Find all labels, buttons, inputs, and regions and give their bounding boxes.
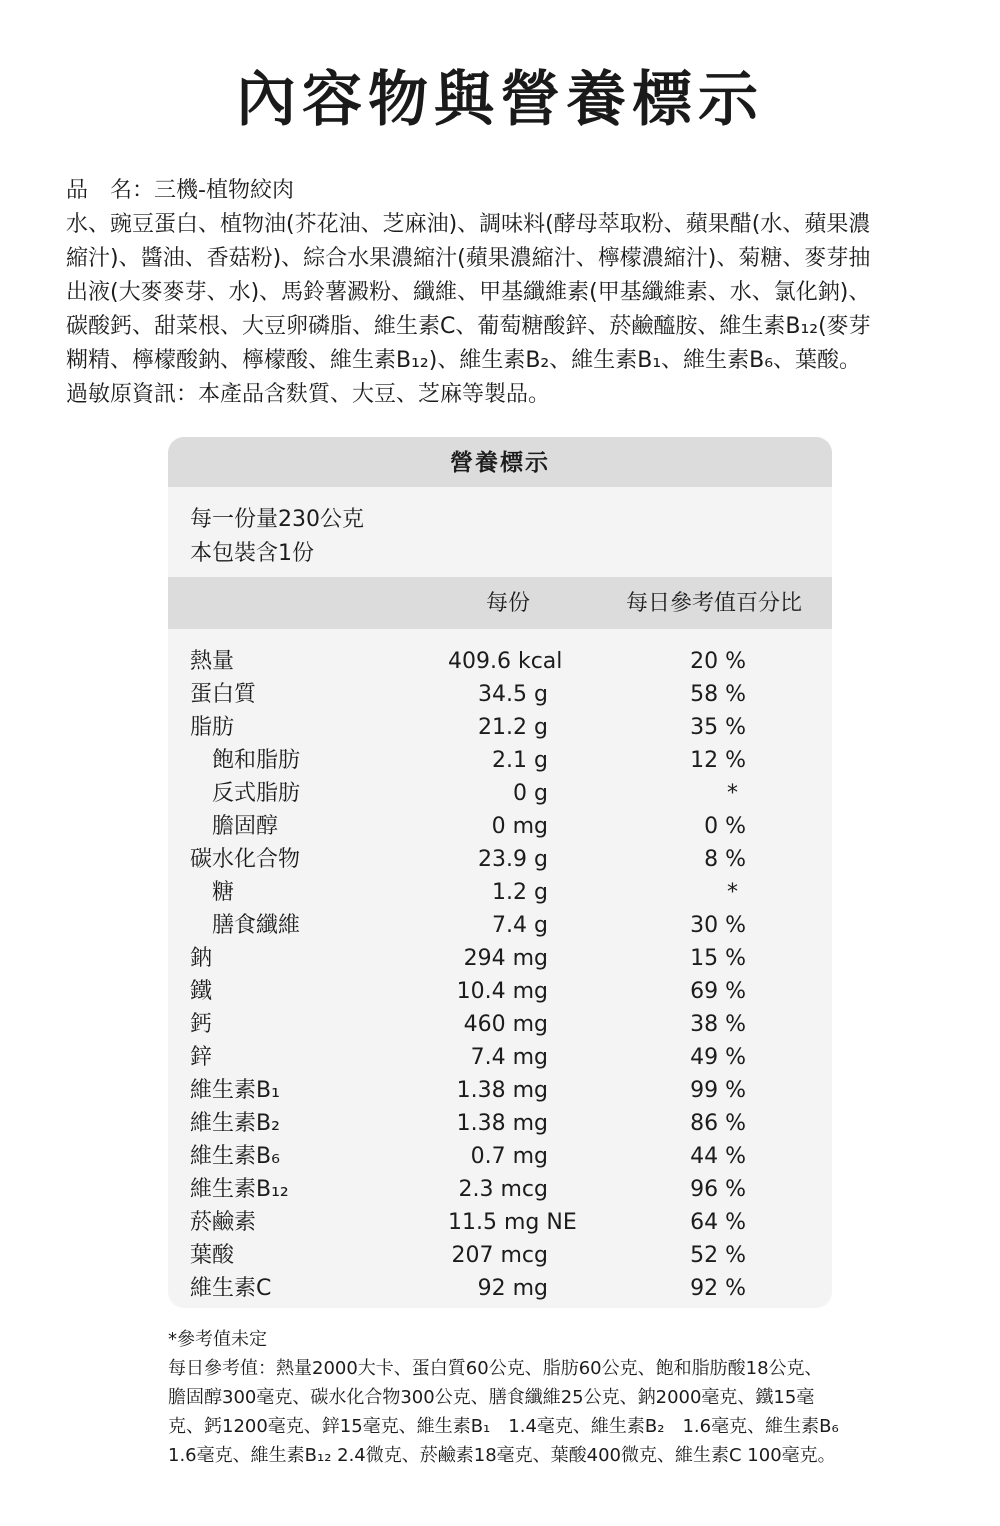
nutrient-row: [168, 843, 832, 876]
nutrient-daily-pct: 8 %: [704, 847, 746, 872]
nutrient-daily-pct: 64 %: [690, 1210, 746, 1235]
nutrient-row: [168, 711, 832, 744]
nutrient-daily-pct: 49 %: [690, 1045, 746, 1070]
nutrient-row: [168, 777, 832, 810]
page-title: 內容物與營養標示: [236, 65, 764, 135]
nutrient-row: [168, 975, 832, 1008]
nutrient-row: [168, 645, 832, 678]
nutrient-daily-pct: *: [727, 880, 738, 905]
nutrient-amount: 23.9 g: [478, 847, 548, 872]
nutrient-daily-pct: 96 %: [690, 1177, 746, 1202]
nutrient-amount: 460 mg: [463, 1012, 548, 1037]
column-header: [168, 577, 832, 629]
nutrient-row: [168, 1173, 832, 1206]
nutrient-row: [168, 810, 832, 843]
nutrient-daily-pct: 58 %: [690, 682, 746, 707]
nutrient-name: 熱量: [190, 649, 235, 674]
nutrient-amount: 2.3 mcg: [458, 1177, 548, 1202]
nutrient-row: [168, 876, 832, 909]
reference-line: 每日參考值：熱量2000大卡、蛋白質60公克、脂肪60公克、飽和脂肪酸18公克、: [168, 1358, 823, 1379]
allergen-info: 過敏原資訊：本產品含麩質、大豆、芝麻等製品。: [66, 382, 551, 407]
star-note: *參考值未定: [168, 1329, 267, 1350]
ingredients-line: 縮汁)、醬油、香菇粉)、綜合水果濃縮汁(蘋果濃縮汁、檸檬濃縮汁)、菊糖、麥芽抽: [66, 246, 871, 271]
nutrient-daily-pct: 35 %: [690, 715, 746, 740]
nutrition-panel: [168, 437, 832, 1308]
nutrient-row: [168, 909, 832, 942]
nutrient-name: 維生素B₁: [190, 1078, 280, 1103]
nutrient-name: 反式脂肪: [212, 781, 301, 806]
nutrient-amount: 409.6 kcal: [448, 649, 563, 674]
nutrient-daily-pct: 52 %: [690, 1243, 746, 1268]
nutrient-row: [168, 744, 832, 777]
nutrient-name: 飽和脂肪: [212, 748, 301, 773]
product-info: [66, 174, 946, 412]
nutrient-name: 膽固醇: [212, 814, 279, 839]
nutrient-row: [168, 1107, 832, 1140]
nutrient-amount: 7.4 mg: [470, 1045, 548, 1070]
nutrient-amount: 0 g: [513, 781, 548, 806]
ingredients-line: 水、豌豆蛋白、植物油(芥花油、芝麻油)、調味料(酵母萃取粉、蘋果醋(水、蘋果濃: [66, 212, 871, 237]
nutrient-name: 鈉: [190, 946, 213, 971]
reference-line: 克、鈣1200毫克、鋅15毫克、維生素B₁ 1.4毫克、維生素B₂ 1.6毫克、維生素B₆: [168, 1416, 839, 1437]
nutrient-row: [168, 1074, 832, 1107]
nutrient-amount: 7.4 g: [492, 913, 548, 938]
col-per-serving: 每份: [485, 591, 530, 616]
nutrient-row: [168, 678, 832, 711]
nutrient-amount: 207 mcg: [451, 1243, 548, 1268]
ingredients-line: 出液(大麥麥芽、水)、馬鈴薯澱粉、纖維、甲基纖維素(甲基纖維素、水、氯化鈉)、: [66, 280, 871, 305]
nutrient-name: 鈣: [190, 1012, 213, 1037]
serving-size: 每一份量230公克: [190, 507, 364, 532]
nutrient-row: [168, 1041, 832, 1074]
nutrient-amount: 0.7 mg: [470, 1144, 548, 1169]
nutrition-header: 營養標示: [168, 437, 832, 487]
nutrient-daily-pct: 69 %: [690, 979, 746, 1004]
nutrient-daily-pct: 38 %: [690, 1012, 746, 1037]
nutrient-row: [168, 1008, 832, 1041]
nutrient-daily-pct: 20 %: [690, 649, 746, 674]
nutrient-name: 膳食纖維: [212, 913, 301, 938]
nutrient-amount: 92 mg: [477, 1276, 548, 1301]
nutrient-rows: [168, 645, 832, 1305]
nutrient-name: 維生素B₁₂: [190, 1177, 289, 1202]
nutrient-name: 碳水化合物: [190, 847, 301, 872]
nutrient-daily-pct: 0 %: [704, 814, 746, 839]
nutrient-name: 糖: [212, 880, 235, 905]
nutrient-row: [168, 1140, 832, 1173]
reference-line: 膽固醇300毫克、碳水化合物300公克、膳食纖維25公克、鈉2000毫克、鐵15毫: [168, 1387, 815, 1408]
nutrient-daily-pct: 44 %: [690, 1144, 746, 1169]
nutrient-row: [168, 1272, 832, 1305]
nutrient-name: 脂肪: [190, 715, 235, 740]
nutrient-name: 蛋白質: [190, 682, 257, 707]
nutrient-amount: 10.4 mg: [456, 979, 548, 1004]
nutrient-name: 維生素B₆: [190, 1144, 280, 1169]
footnote: [168, 1325, 848, 1470]
ingredients-line: 碳酸鈣、甜菜根、大豆卵磷脂、維生素C、葡萄糖酸鋅、菸鹼醯胺、維生素B₁₂(麥芽: [66, 314, 871, 339]
nutrient-daily-pct: 12 %: [690, 748, 746, 773]
nutrient-row: [168, 1239, 832, 1272]
nutrient-name: 鋅: [190, 1045, 213, 1070]
servings-per-pack: 本包裝含1份: [190, 541, 314, 566]
nutrient-row: [168, 942, 832, 975]
nutrient-daily-pct: 15 %: [690, 946, 746, 971]
nutrient-amount: 294 mg: [463, 946, 548, 971]
nutrient-amount: 11.5 mg NE: [448, 1210, 577, 1235]
serving-info: [168, 487, 832, 577]
nutrient-daily-pct: *: [727, 781, 738, 806]
reference-line: 1.6毫克、維生素B₁₂ 2.4微克、菸鹼素18毫克、葉酸400微克、維生素C 100毫克。: [168, 1445, 836, 1466]
nutrient-amount: 1.38 mg: [456, 1078, 548, 1103]
nutrient-daily-pct: 86 %: [690, 1111, 746, 1136]
product-name: 品 名：三機-植物絞肉: [66, 178, 294, 203]
nutrient-amount: 21.2 g: [478, 715, 548, 740]
nutrient-name: 維生素B₂: [190, 1111, 280, 1136]
nutrient-row: [168, 1206, 832, 1239]
nutrient-amount: 34.5 g: [478, 682, 548, 707]
col-daily-pct: 每日參考值百分比: [626, 591, 803, 616]
nutrient-name: 菸鹼素: [190, 1210, 257, 1235]
nutrient-daily-pct: 30 %: [690, 913, 746, 938]
nutrient-amount: 1.2 g: [492, 880, 548, 905]
nutrient-name: 維生素C: [190, 1276, 272, 1301]
nutrient-amount: 1.38 mg: [456, 1111, 548, 1136]
ingredients-line: 糊精、檸檬酸鈉、檸檬酸、維生素B₁₂)、維生素B₂、維生素B₁、維生素B₆、葉酸。: [66, 348, 862, 373]
nutrient-amount: 2.1 g: [492, 748, 548, 773]
nutrient-amount: 0 mg: [491, 814, 548, 839]
nutrient-daily-pct: 99 %: [690, 1078, 746, 1103]
nutrient-name: 鐵: [190, 979, 213, 1004]
nutrient-name: 葉酸: [190, 1243, 235, 1268]
nutrient-daily-pct: 92 %: [690, 1276, 746, 1301]
